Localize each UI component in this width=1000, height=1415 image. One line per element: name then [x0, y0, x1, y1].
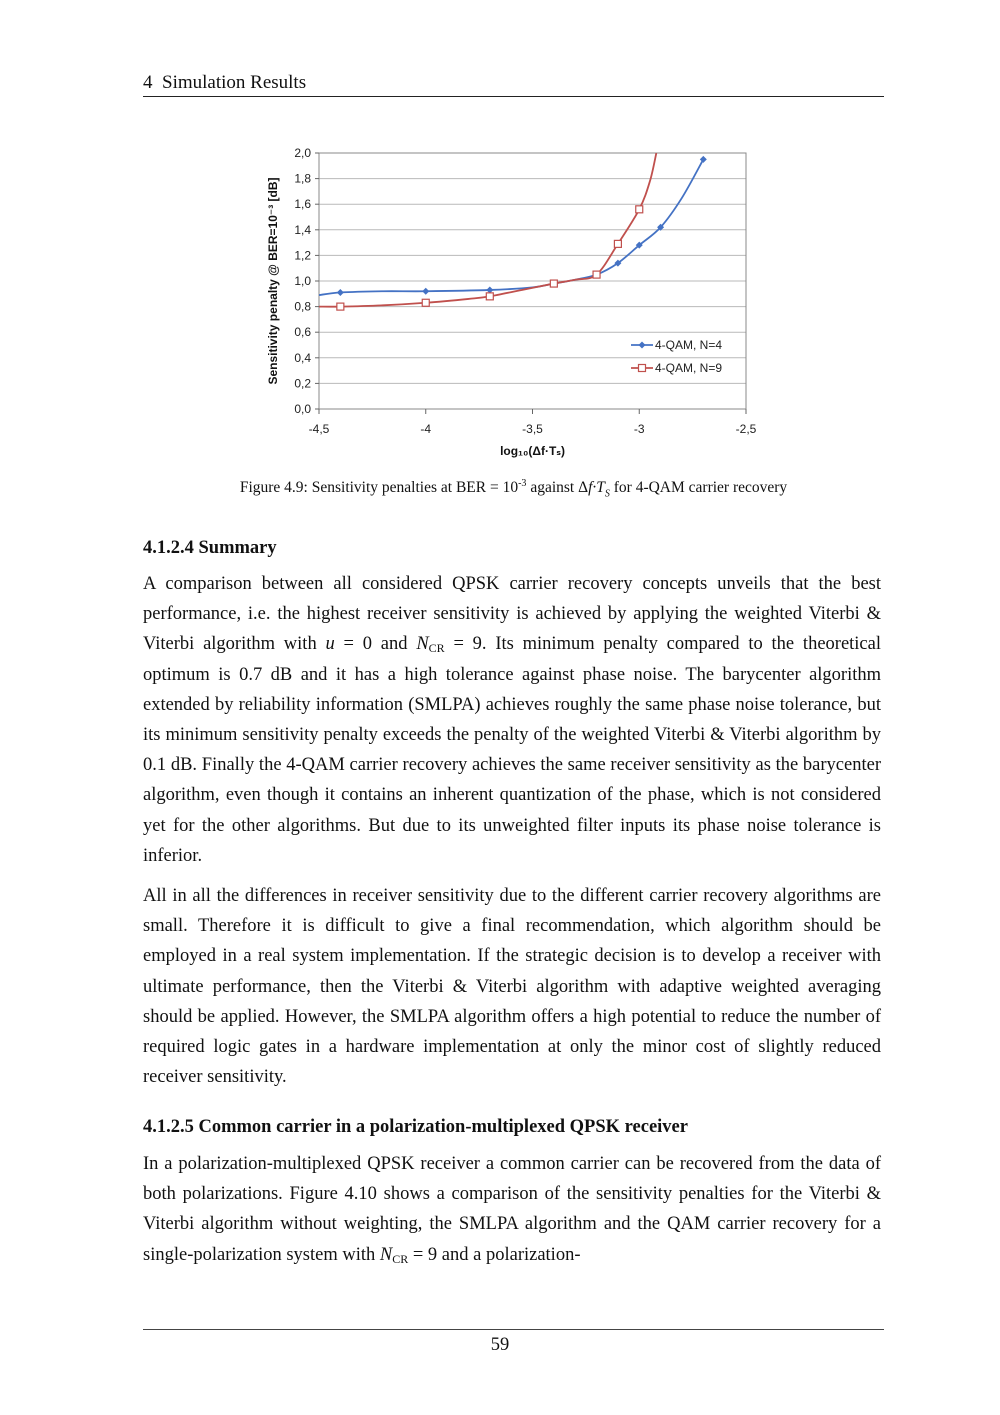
data-point-square [486, 293, 493, 300]
footer-rule [143, 1329, 884, 1330]
data-point-diamond [700, 156, 707, 163]
math-subscript: CR [428, 641, 445, 656]
y-axis-ticks [294, 146, 319, 416]
data-point-square [550, 280, 557, 287]
math-u: u [325, 634, 335, 655]
y-tick-label: 2,0 [294, 146, 311, 160]
legend-entry-label: 4-QAM, N=9 [655, 361, 723, 375]
y-tick-label: 0,0 [294, 402, 311, 416]
legend-marker-square [639, 365, 646, 372]
data-point-square [636, 206, 643, 213]
chapter-title: Simulation Results [162, 72, 307, 93]
text-run: = 9. Its minimum penalty compared to the theoretical optimum is 0.7 dB and it has a high tolerance against phase noise. The barycenter algorithm extended by reliability information (SMLPA) achieves roughly the same phase noise tolerance, but its minimum sensitivity penalty exceeds the penalty of the weighted Viterbi & Viterbi algorithm by 0.1 dB. Finally the 4-QAM carrier recovery achieves the same receiver sensitivity as the barycenter algorithm, even though it contains an inherent quantization of the phase, which is not considered yet for the other algorithms. But due to its unweighted filter inputs its phase noise tolerance is inferior. [143, 634, 881, 866]
y-tick-label: 1,4 [294, 222, 311, 237]
page-number: 59 [490, 1335, 510, 1355]
section-heading-summary: 4.1.2.4 Summary [143, 538, 277, 558]
y-tick-label: 0,6 [294, 325, 311, 340]
y-tick-label: 0,4 [294, 350, 311, 365]
text-run: = 9 and a polarization- [408, 1244, 581, 1265]
running-header [143, 72, 884, 97]
data-point-diamond [422, 288, 429, 295]
data-point-square [614, 240, 621, 247]
math-n: N [379, 1244, 393, 1265]
x-axis-label: log₁₀(Δf·Tₛ) [500, 444, 565, 458]
y-axis-label: Sensitivity penalty @ BER=10⁻³ [dB] [266, 177, 280, 385]
math-subscript: CR [392, 1251, 409, 1266]
x-tick-label: -4,5 [308, 422, 330, 436]
figure-4-9-chart [262, 140, 772, 470]
section-heading-common-carrier: 4.1.2.5 Common carrier in a polarization-multiplexed QPSK receiver [143, 1117, 688, 1137]
y-tick-label: 1,6 [294, 197, 311, 212]
caption-suffix: for 4-QAM carrier recovery [609, 479, 788, 497]
caption-italic: f·T [588, 479, 605, 497]
text-run: A comparison between all considered QPSK carrier recovery concepts unveils that the best performance, i.e. the highest receiver sensitivity is achieved by applying the weighted Viterbi & Viterbi algorithm with [143, 574, 881, 655]
y-tick-label: 0,2 [294, 376, 311, 391]
data-point-square [337, 303, 344, 310]
y-tick-label: 1,2 [294, 248, 311, 263]
x-tick-label: -4 [420, 422, 432, 436]
x-tick-label: -3,5 [522, 422, 543, 436]
legend-marker-diamond [639, 342, 646, 349]
y-tick-label: 0,8 [294, 299, 311, 314]
series-2 [319, 153, 656, 310]
series-line [319, 159, 703, 295]
data-point-square [422, 299, 429, 306]
common-carrier-paragraph [143, 1149, 881, 1270]
caption-prefix: Figure 4.9: Sensitivity penalties at BER = 10 [239, 479, 519, 497]
chapter-number: 4 [143, 72, 153, 93]
grid-lines [319, 179, 746, 384]
x-tick-label: -2,5 [735, 422, 757, 436]
text-run: In a polarization-multiplexed QPSK receiver a common carrier can be recovered from the data of both polarizations. Figure 4.10 shows a comparison of the sensitivity penalties for the Viterbi & Viterbi algorithm without weighting, the SMLPA algorithm and the QAM carrier recovery for a single-polarization system with [143, 1154, 881, 1265]
legend [631, 338, 722, 375]
caption-subscript: S [604, 488, 610, 500]
series-layer [319, 153, 707, 310]
summary-paragraph-2: All in all the differences in receiver sensitivity due to the different carrier recovery algorithms are small. Therefore it is difficult to give a final recommendation, which algorithm should be employed in a real system implementation. If the strategic decision is to develop a receiver with ultimate performance, then the Viterbi & Viterbi algorithm with adaptive weighted averaging should be applied. However, the SMLPA algorithm offers a high potential to reduce the number of required logic gates in a hardware implementation at only the minor cost of slightly reduced receiver sensitivity. [143, 886, 881, 1088]
summary-paragraph-1 [143, 569, 881, 871]
y-tick-label: 1,8 [294, 171, 311, 186]
chart-svg [262, 140, 772, 470]
y-tick-label: 1,0 [294, 274, 311, 288]
caption-mid: against Δ [526, 479, 589, 497]
data-point-diamond [337, 289, 344, 296]
text-run: = 0 and [334, 634, 417, 655]
x-tick-label: -3 [633, 422, 645, 436]
x-axis-ticks [309, 409, 757, 436]
caption-exponent: -3 [518, 478, 527, 489]
math-n: N [416, 634, 429, 655]
data-point-square [593, 271, 600, 278]
series-1 [319, 156, 707, 296]
figure-caption [143, 478, 884, 499]
legend-entry-label: 4-QAM, N=4 [655, 338, 723, 352]
